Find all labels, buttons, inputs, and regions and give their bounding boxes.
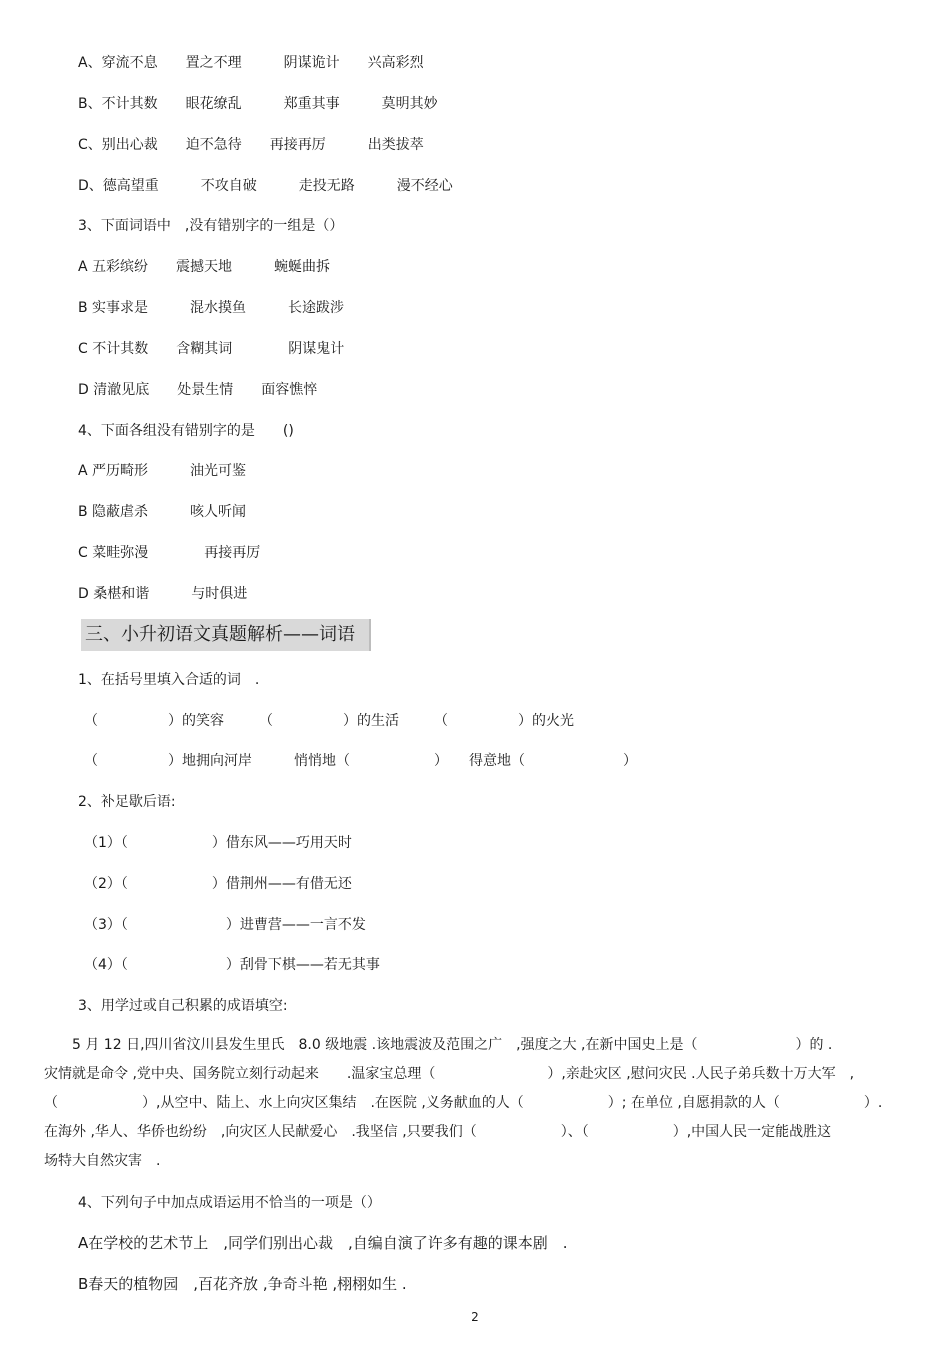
xiehouyu-4: （4）（ ）刮骨下棋——若无其事 (84, 957, 380, 973)
option-a: A在学校的艺术节上 ,同学们别出心裁 ,自编自演了许多有趣的课本剧 . (78, 1234, 568, 1252)
line-c4: C 菜畦弥漫 再接再厉 (78, 545, 261, 561)
fill-question-3: 3、用学过或自己积累的成语填空: (78, 998, 288, 1014)
question-3: 3、下面词语中 ,没有错别字的一组是（） (78, 218, 344, 234)
xiehouyu-3: （3）（ ）进曹营——一言不发 (84, 917, 366, 933)
earthquake-paragraph: 5 月 12 日,四川省汶川县发生里氏 8.0 级地震 .该地震波及范围之广 ,强度之大 ,在新中国史上是（ ）的 . 灾情就是命令 ,党中央、国务院立刻行动起来 .温家宝总理（ ）,亲赴灾区 ,慰问灾民 .人民子弟兵数十万大军 , （ ）,从空中、陆上、水上向灾区集结 .在医院 ,义务献血的人（ ）; 在单位 ,自愿捐款的人（ ）. 在海外 ,华人、华侨也纷纷 ,向灾区人民献爱心 .我坚信 ,只要我们（ ）、（ ）,中国人民一定能战胜这 场特大自然灾害 . (44, 1037, 883, 1169)
line-d3: D 清澈见底 处景生情 面容憔悴 (78, 382, 318, 398)
line-d1: D、德高望重 不攻自破 走投无路 漫不经心 (78, 178, 453, 194)
blank-row-1: （ ）的笑容 （ ）的生活 （ ）的火光 (84, 713, 574, 729)
page-number: 2 (471, 1310, 479, 1324)
line-b1: B、不计其数 眼花缭乱 郑重其事 莫明其妙 (78, 96, 438, 112)
line-c1: C、别出心裁 迫不急待 再接再厉 出类拔萃 (78, 137, 424, 153)
fill-question-2: 2、补足歇后语: (78, 794, 176, 810)
question-4b: 4、下列句子中加点成语运用不恰当的一项是（） (78, 1195, 381, 1211)
line-b3: B 实事求是 混水摸鱼 长途跋涉 (78, 300, 345, 316)
option-b: B春天的植物园 ,百花齐放 ,争奇斗艳 ,栩栩如生 . (78, 1275, 407, 1293)
xiehouyu-2: （2）（ ）借荆州——有借无还 (84, 876, 352, 892)
line-a4: A 严历畸形 油光可鉴 (78, 463, 247, 479)
line-d4: D 桑椹和谐 与时俱进 (78, 586, 248, 602)
blank-row-2: （ ）地拥向河岸 悄悄地（ ） 得意地（ ） (84, 753, 637, 769)
line-a1: A、穿流不息 置之不理 阴谋诡计 兴高彩烈 (78, 55, 424, 71)
fill-question-1: 1、在括号里填入合适的词 . (78, 672, 260, 688)
line-c3: C 不计其数 含糊其词 阴谋鬼计 (78, 341, 345, 357)
line-a3: A 五彩缤纷 震撼天地 蜿蜒曲拆 (78, 259, 331, 275)
xiehouyu-1: （1）（ ）借东风——巧用天时 (84, 835, 352, 851)
line-b4: B 隐蔽虐杀 咳人听闻 (78, 504, 247, 520)
question-4: 4、下面各组没有错别字的是 () (78, 423, 294, 439)
section-title: 三、小升初语文真题解析——词语 (81, 619, 371, 651)
